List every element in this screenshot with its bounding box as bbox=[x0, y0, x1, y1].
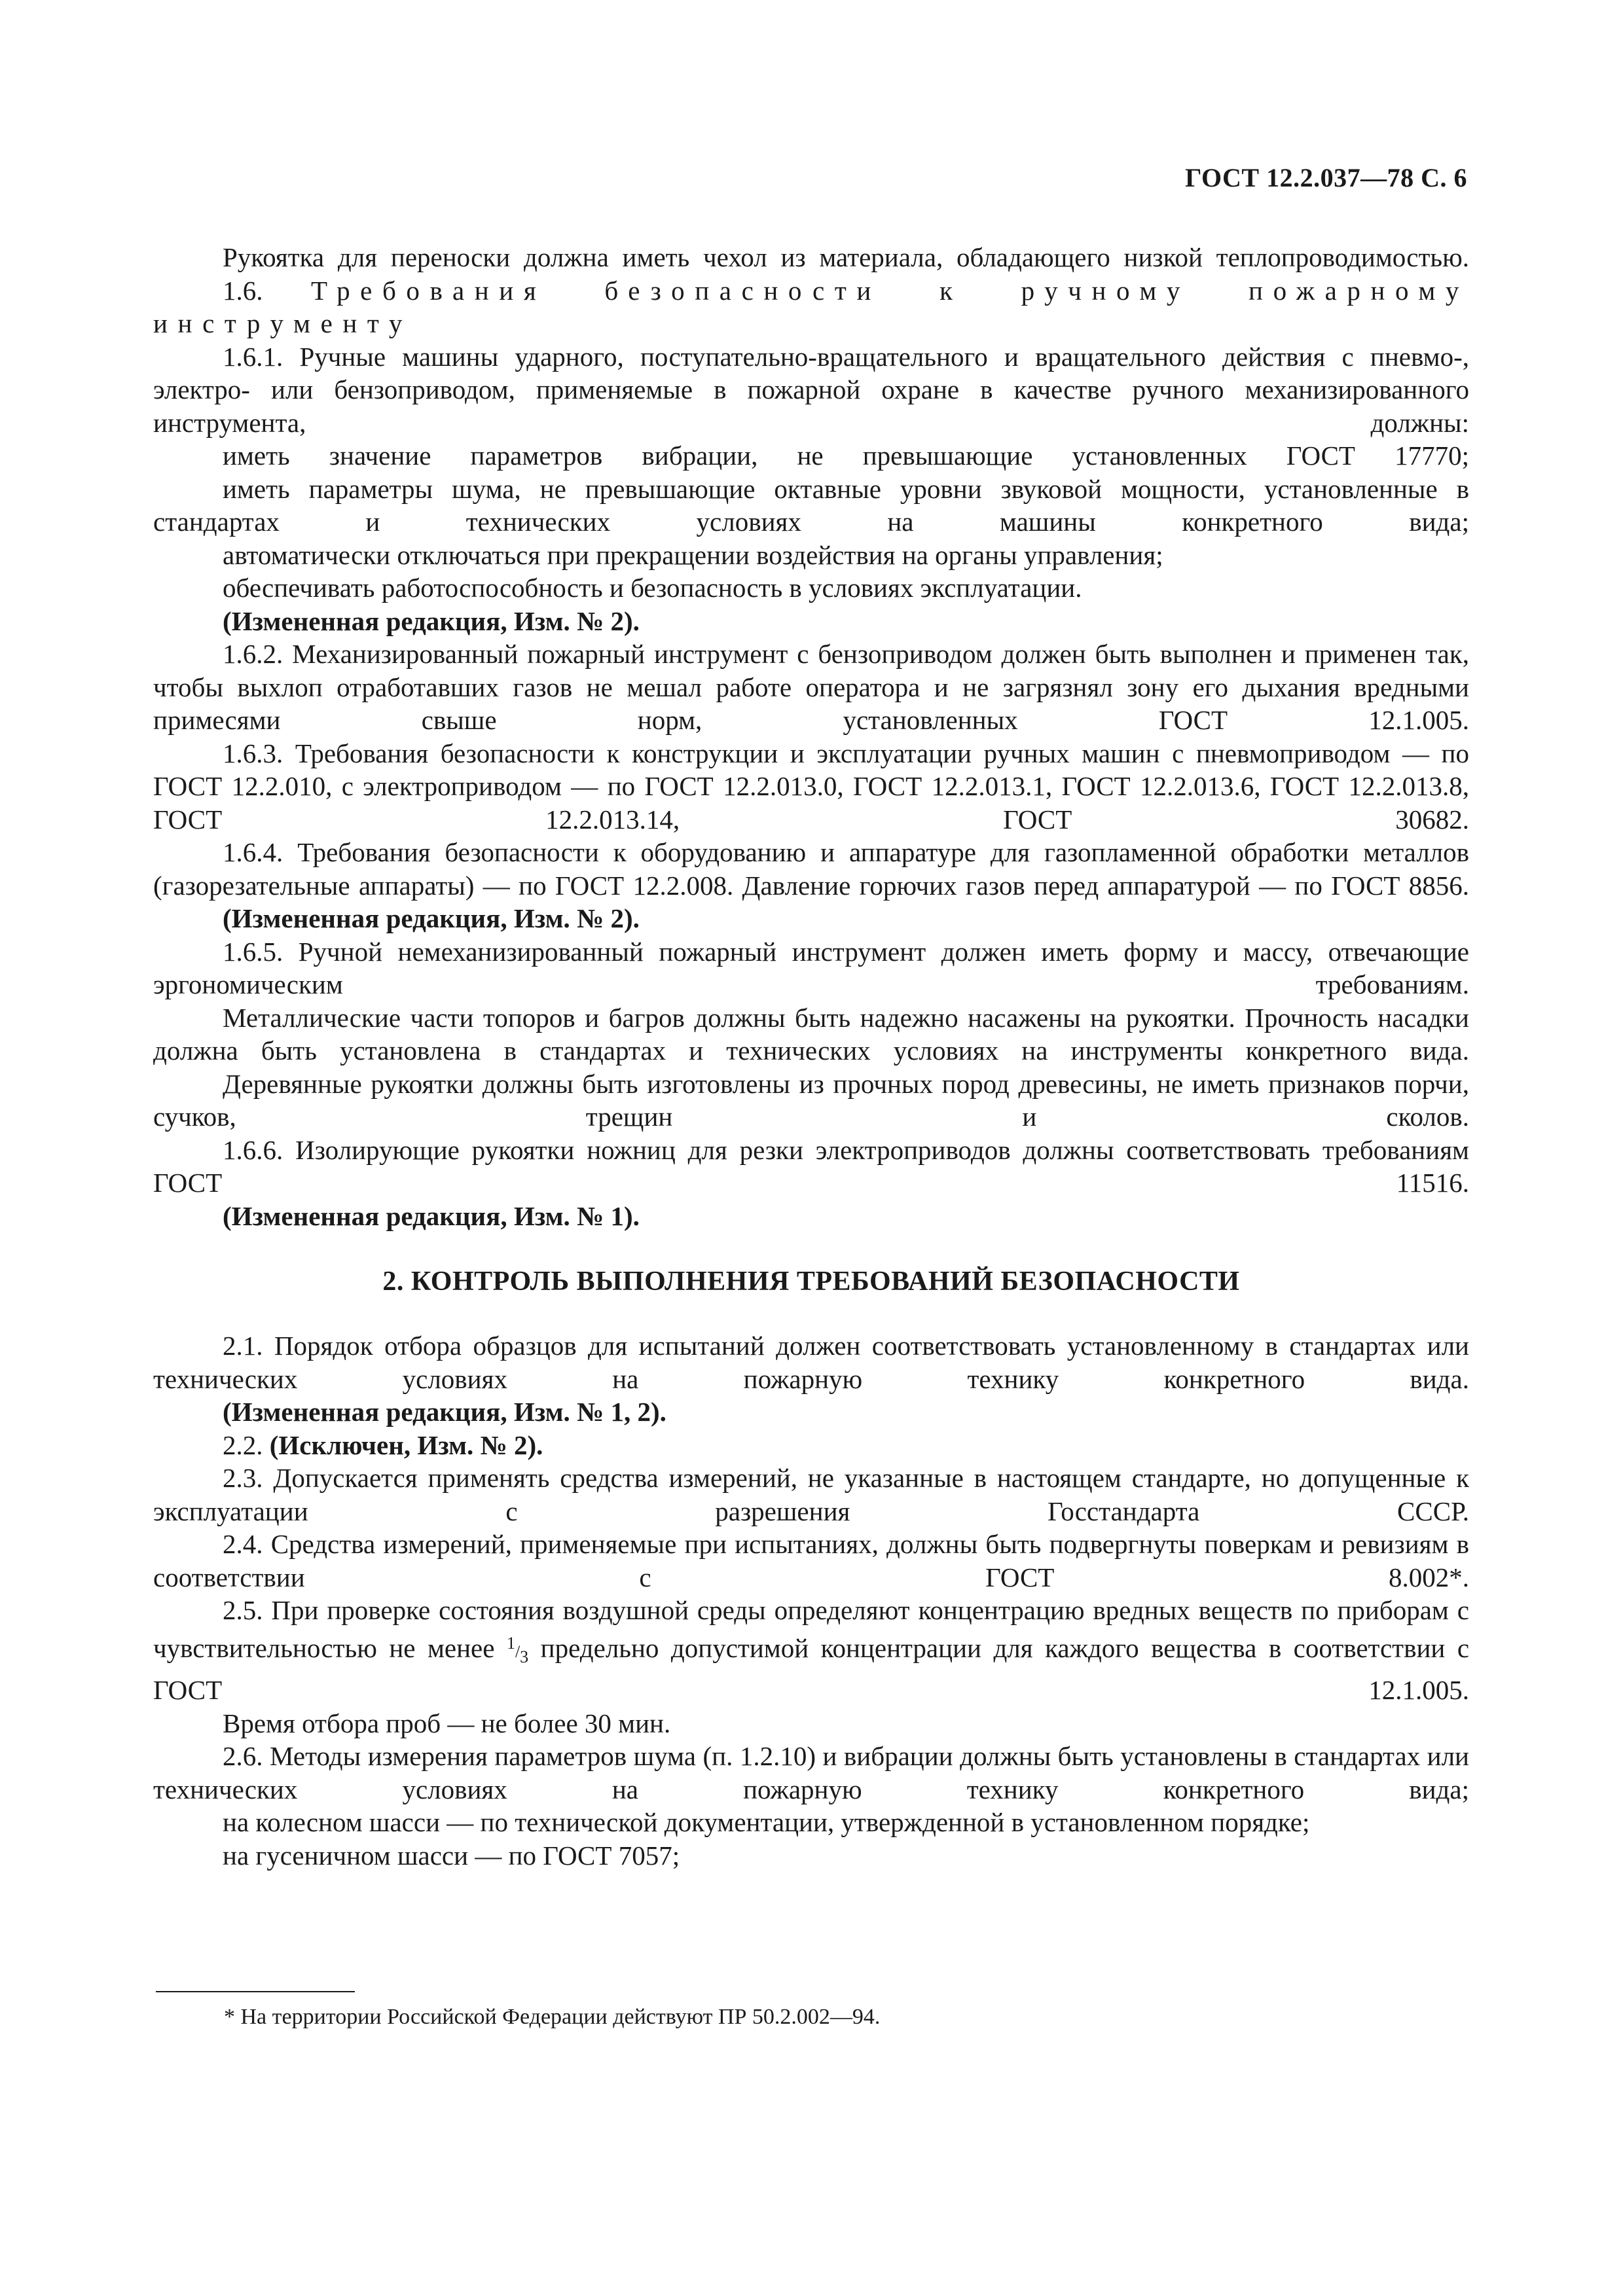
amendment-note: (Измененная редакция, Изм. № 1). bbox=[223, 1200, 640, 1231]
clause-2-2 bbox=[153, 1429, 1469, 1462]
page-header: ГОСТ 12.2.037—78 С. 6 bbox=[1184, 163, 1467, 192]
document-body bbox=[153, 241, 1469, 1872]
amendment-note: (Измененная редакция, Изм. № 2). bbox=[223, 903, 640, 933]
list-item: на колесном шасси — по технической документации, утвержденной в установленном порядке; bbox=[223, 1807, 1310, 1837]
footnote-divider bbox=[156, 1991, 355, 1992]
amendment-note: (Измененная редакция, Изм. № 2). bbox=[223, 605, 640, 636]
list-item: иметь значение параметров вибрации, не превышающие установленных ГОСТ 17770; bbox=[223, 440, 1469, 471]
paragraph: Деревянные рукоятки должны быть изготовлены из прочных пород древесины, не иметь признаков порчи, сучков, трещин и сколов. bbox=[153, 1068, 1469, 1132]
paragraph: 1.6.5. Ручной немеханизированный пожарный инструмент должен иметь форму и массу, отвечающие эргономическим требованиям. bbox=[153, 936, 1469, 999]
section-1-6-heading bbox=[153, 274, 1469, 340]
list-item: автоматически отключаться при прекращении воздействия на органы управления; bbox=[223, 539, 1163, 570]
paragraph: Время отбора проб — не более 30 мин. bbox=[223, 1708, 671, 1738]
clause-number: 1.6. bbox=[223, 275, 263, 306]
amendment-note: (Измененная редакция, Изм. № 1, 2). bbox=[223, 1397, 666, 1427]
clause-number: 2.2. bbox=[223, 1429, 263, 1460]
paragraph: 2.3. Допускается применять средства измерений, не указанные в настоящем стандарте, но допущенные к эксплуатации с разрешения Госстандарта СССР. bbox=[153, 1463, 1469, 1526]
section-2-title: 2. КОНТРОЛЬ ВЫПОЛНЕНИЯ ТРЕБОВАНИЙ БЕЗОПАСНОСТИ bbox=[382, 1266, 1240, 1297]
fraction-one-third: 1/3 bbox=[506, 1633, 529, 1666]
paragraph: 1.6.2. Механизированный пожарный инструмент с бензоприводом должен быть выполнен и применен так, чтобы выхлоп отработавших газов не мешал работе оператора и не загрязнял зону его дыхания вредными примесями свыше норм, установленных ГОСТ 12.1.005. bbox=[153, 639, 1469, 735]
clause-excluded-note: (Исключен, Изм. № 2). bbox=[269, 1429, 543, 1460]
list-item: на гусеничном шасси — по ГОСТ 7057; bbox=[223, 1840, 680, 1871]
list-item: иметь параметры шума, не превышающие октавные уровни звуковой мощности, установленные в стандартах и технических условиях на машины конкретного вида; bbox=[153, 473, 1469, 537]
paragraph: 1.6.3. Требования безопасности к конструкции и эксплуатации ручных машин с пневмоприводом — по ГОСТ 12.2.010, с электроприводом — по ГОСТ 12.2.013.0, ГОСТ 12.2.013.1, ГОСТ 12.2.013.6, ГОСТ 12.2.013.8, ГОСТ 12.2.013.14, ГОСТ 30682. bbox=[153, 738, 1469, 834]
paragraph: 2.4. Средства измерений, применяемые при испытаниях, должны быть подвергнуты поверкам и ревизиям в соответствии с ГОСТ 8.002*. bbox=[153, 1529, 1469, 1592]
paragraph: 1.6.4. Требования безопасности к оборудованию и аппаратуре для газопламенной обработки металлов (газорезательные аппараты) — по ГОСТ 12.2.008. Давление горючих газов перед аппаратурой — по ГОСТ 8856. bbox=[153, 837, 1469, 901]
paragraph: Рукоятка для переноски должна иметь чехол из материала, обладающего низкой теплопроводимостью. bbox=[223, 242, 1469, 272]
paragraph: Металлические части топоров и багров должны быть надежно насажены на рукоятки. Прочность насадки должна быть установлена в стандартах и технических условиях на инструменты конкретного вида. bbox=[153, 1002, 1469, 1066]
footnote: * На территории Российской Федерации действуют ПР 50.2.002—94. bbox=[224, 2005, 881, 2029]
paragraph: 2.6. Методы измерения параметров шума (п. 1.2.10) и вибрации должны быть установлены в стандартах или технических условиях на пожарную технику конкретного вида; bbox=[153, 1741, 1469, 1804]
paragraph: 2.1. Порядок отбора образцов для испытаний должен соответствовать установленному в стандартах или технических условиях на пожарную технику конкретного вида. bbox=[153, 1331, 1469, 1394]
clause-title: Требования безопасности к ручному пожарному инструменту bbox=[153, 275, 1469, 338]
paragraph: 1.6.6. Изолирующие рукоятки ножниц для резки электроприводов должны соответствовать требованиям ГОСТ 11516. bbox=[153, 1134, 1469, 1198]
paragraph: 1.6.1. Ручные машины ударного, поступательно-вращательного и вращательного действия с пневмо-, электро- или бензоприводом, применяемые в пожарной охране в качестве ручного механизированного инструмента, должны: bbox=[153, 341, 1469, 438]
paragraph-with-fraction: 2.5. При проверке состояния воздушной среды определяют концентрацию вредных веществ по приборам с чувствительностью не менее 1/3 предельно допустимой концентрации для каждого вещества в соответствии с ГОСТ 12.1.005. bbox=[153, 1595, 1470, 1705]
list-item: обеспечивать работоспособность и безопасность в условиях эксплуатации. bbox=[223, 573, 1082, 603]
